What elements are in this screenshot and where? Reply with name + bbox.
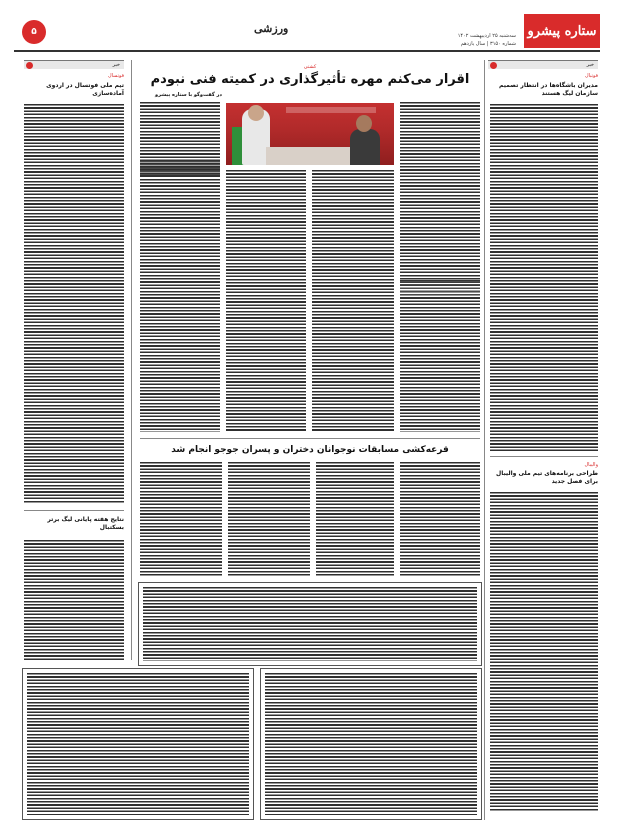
main-story-column-4 [400,102,480,432]
second-story-column-1 [140,462,222,576]
notice-box [260,668,482,820]
photo-person [350,129,380,165]
left-column-headline: تیم ملی فوتسال در اردوی آماده‌سازی [46,82,124,97]
divider [490,456,598,457]
divider [140,438,480,439]
left-column-label: خبر [24,60,124,69]
notice-text [27,673,249,815]
notice-text [265,673,477,815]
right-column-text-2 [490,492,598,812]
issue-number: شماره ۳۱۵۰ | سال یازدهم [460,41,516,47]
page-number: ۵ [31,27,37,37]
notice-box [138,582,482,666]
photo-banner [286,107,376,113]
photo-person-head [356,115,372,132]
pull-quote [140,160,220,176]
issue-date: سه‌شنبه ۲۵ اردیبهشت ۱۴۰۲ [457,33,516,39]
photo-person-head [248,105,264,121]
main-story-column-3 [312,170,394,432]
bullet-icon [490,62,497,69]
second-story-column-3 [316,462,394,576]
bullet-icon [26,62,33,69]
second-story-column-4 [400,462,480,576]
right-column-headline: مدیران باشگاه‌ها در انتظار تصمیم سازمان لیگ هستند [499,82,598,97]
column-rule [484,60,485,820]
masthead [14,12,600,52]
article-photo [226,103,394,165]
divider [24,510,124,511]
left-column-kicker: فوتسال [108,73,124,79]
notice-box [22,668,254,820]
page-number-badge [22,20,46,44]
newspaper-logo[interactable]: ستاره پیشرو [524,14,600,48]
left-column-text [24,104,124,504]
main-story-kicker: کشتی [303,64,317,70]
main-story-headline: اقرار می‌کنم مهره تأثیرگذاری در کمیته فنی نبودم [150,72,470,87]
pull-quote [400,280,480,298]
section-title: ورزشی [254,22,289,35]
right-column-label: خبر [488,60,598,69]
main-story-column-1 [140,102,220,432]
left-lower-text [24,540,124,660]
right-column-kicker: فوتبال [584,73,598,79]
main-story-column-2 [226,170,306,432]
left-lower-headline: نتایج هفته پایانی لیگ برتر بسکتبال [47,516,124,531]
column-rule [131,60,132,660]
mid-right-kicker: والیبال [584,462,598,468]
mid-right-headline: طراحی برنامه‌های تیم ملی والیبال برای فصل جدید [496,470,598,485]
main-story-lead: در گفت‌وگو با ستاره پیشرو [154,92,222,98]
second-story-headline: قرعه‌کشی مسابقات نوجوانان دختران و پسران جوجو انجام شد [171,445,449,455]
photo-table [266,147,356,165]
right-column-text [490,104,598,452]
notice-text [143,587,477,661]
second-story-column-2 [228,462,310,576]
